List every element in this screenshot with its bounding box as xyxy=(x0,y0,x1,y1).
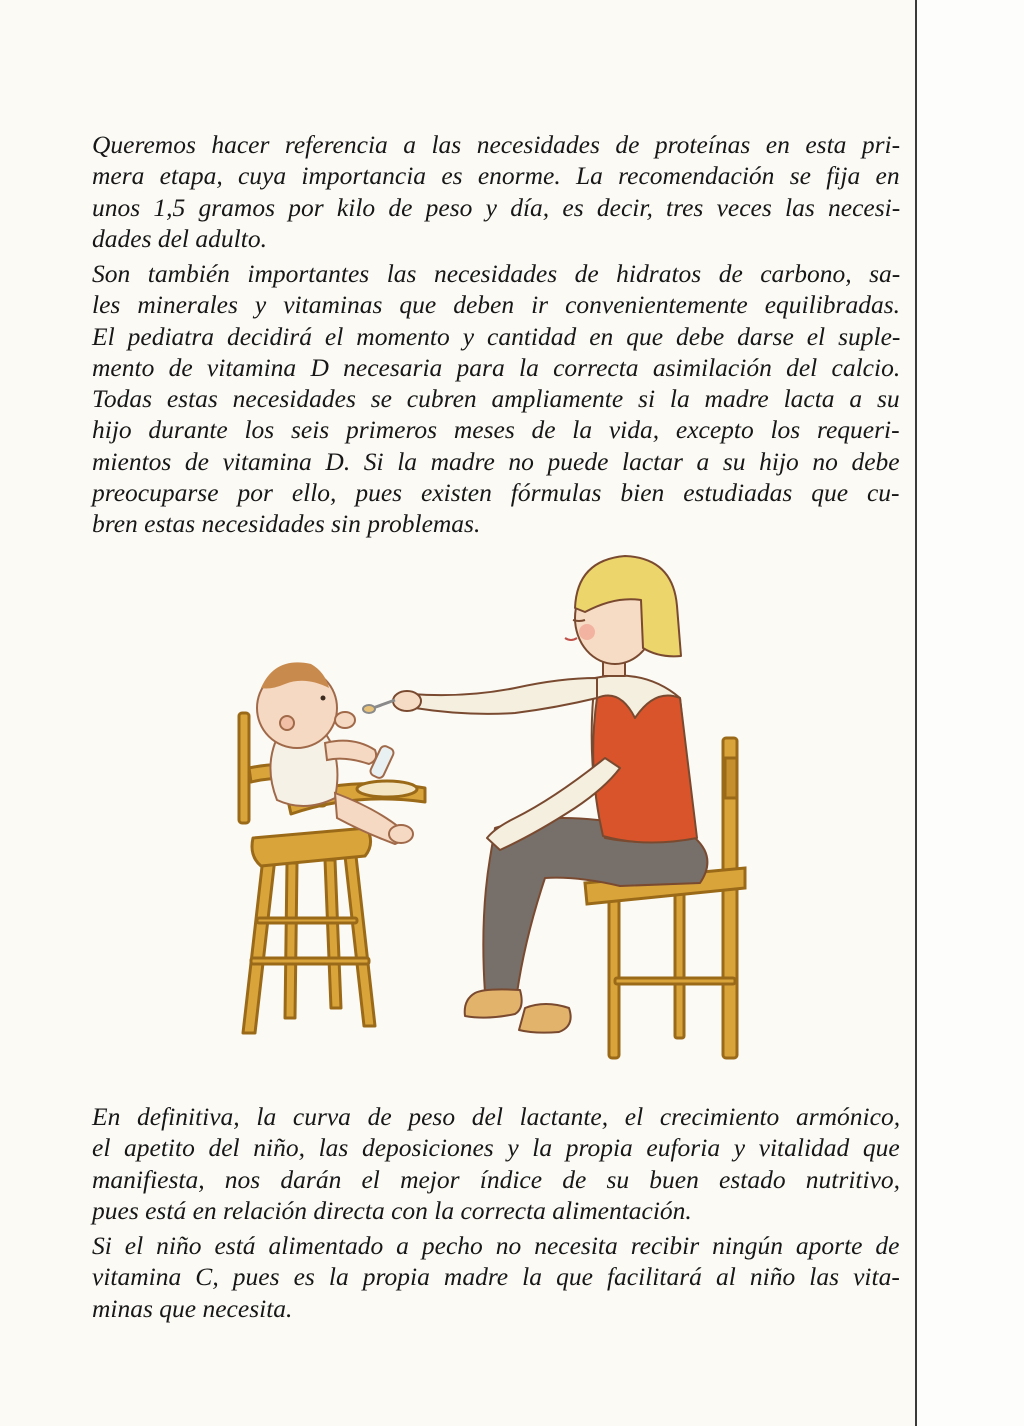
paragraph-nutritional-status xyxy=(92,1101,900,1226)
text-line: bren estas necesidades sin problemas. xyxy=(92,509,481,539)
paragraph-vitamin-c xyxy=(92,1230,900,1324)
text-line: les minerales y vitaminas que deben ir convenientemente equilibradas. xyxy=(92,290,901,320)
text-line: vitamina C, pues es la propia madre la que facilitará al niño las vita- xyxy=(92,1262,900,1292)
text-line: hijo durante los seis primeros meses de la vida, excepto los requeri- xyxy=(92,415,900,445)
text-line: Si el niño está alimentado a pecho no necesita recibir ningún aporte de xyxy=(92,1231,900,1260)
text-line: En definitiva, la curva de peso del lactante, el crecimiento armónico, xyxy=(92,1102,901,1131)
text-line: el apetito del niño, las deposiciones y la propia euforia y vitalidad que xyxy=(92,1133,900,1163)
baby-figure xyxy=(257,662,413,844)
text-line: pues está en relación directa con la correcta alimentación. xyxy=(92,1195,692,1225)
text-line: manifiesta, nos darán el mejor índice de su buen estado nutritivo, xyxy=(92,1164,901,1194)
text-line: Son también importantes las necesidades de hidratos de carbono, sa- xyxy=(92,259,901,288)
text-line: unos 1,5 gramos por kilo de peso y día, es decir, tres veces las necesi- xyxy=(92,192,901,222)
text-line: Todas estas necesidades se cubren ampliamente si la madre lacta a su xyxy=(92,384,900,414)
text-line: Queremos hacer referencia a las necesidades de proteínas en esta pri- xyxy=(92,130,901,159)
text-line: El pediatra decidirá el momento y cantidad en que debe darse el suple- xyxy=(92,321,901,351)
paragraph-nutrient-needs xyxy=(92,258,900,540)
page-margin-strip xyxy=(917,0,1024,1426)
mother-feeding-baby-illustration xyxy=(225,538,785,1068)
text-line: mento de vitamina D necesaria para la correcta asimilación del calcio. xyxy=(92,352,901,382)
text-line: mientos de vitamina D. Si la madre no puede lactar a su hijo no debe xyxy=(92,446,900,476)
text-line: minas que necesita. xyxy=(92,1293,293,1323)
text-line: dades del adulto. xyxy=(92,223,267,253)
text-line: mera etapa, cuya importancia es enorme. La recomendación se fija en xyxy=(92,161,900,191)
text-line: preocuparse por ello, pues existen fórmulas bien estudiadas que cu- xyxy=(92,478,900,508)
paragraph-protein-needs xyxy=(92,129,900,254)
